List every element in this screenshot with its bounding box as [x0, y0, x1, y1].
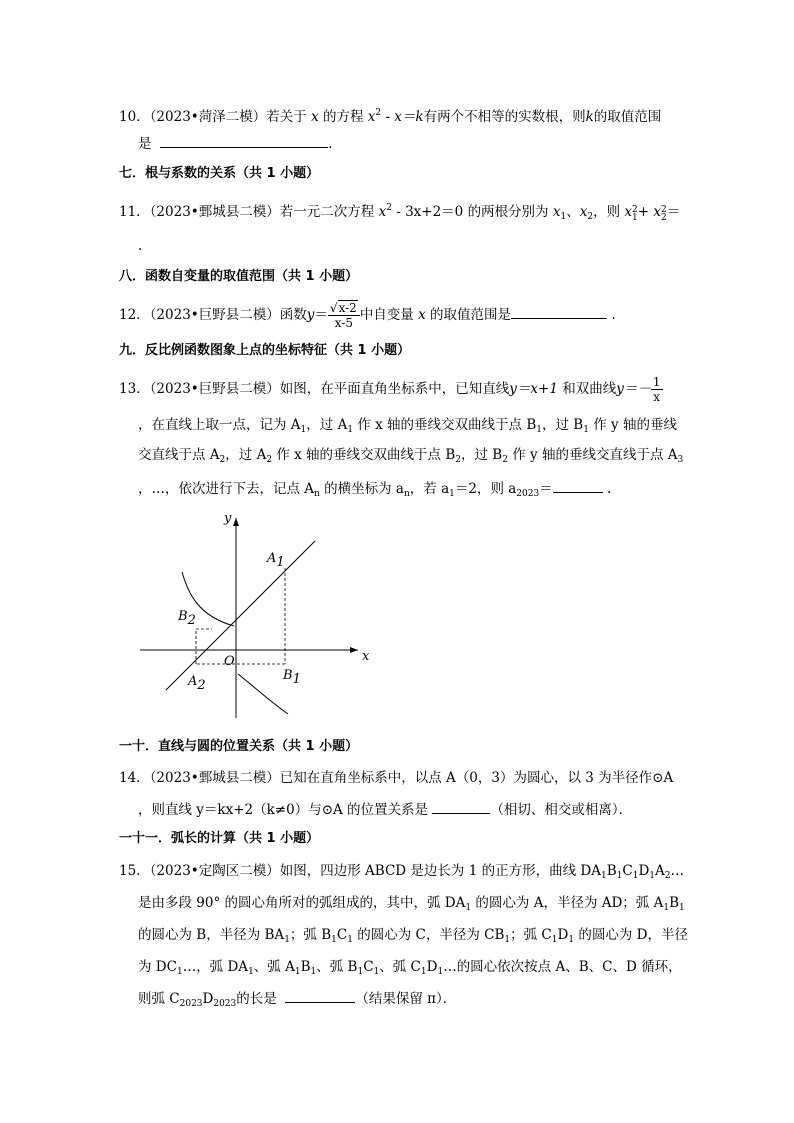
coordinate-figure — [130, 508, 380, 728]
answer-blank[interactable] — [160, 134, 328, 148]
origin-label: O — [224, 654, 235, 669]
question-15-line-4: 为 $DC_1\dots$，弧 $DA_1$、弧 $A_1B_1$、弧 $B_1C_1$、弧 $C_1D_1\dots$的圆心依次按点 A、B、C、D 循环， — [138, 959, 682, 977]
question-13-line-3: 交直线于点 $A_2$，过 $A_2$ 作 x 轴的垂线交双曲线于点 $B_2$，过 $B_2$ 作 y 轴的垂线交直线于点 $A_3$ — [138, 447, 684, 465]
question-13-line-2: ，在直线上取一点，记为 $A_1$，过 $A_1$ 作 x 轴的垂线交双曲线于点 $B_1$，过 $B_1$ 作 y 轴的垂线 — [138, 417, 677, 435]
hyperbola-fraction: $\frac{1}{x}$ — [652, 375, 661, 404]
question-15-line-1: 15．（2023•定陶区二模）如图，四边形 ABCD 是边长为 1 的正方形，曲线 $DA_1B_1C_1D_1A_2\dots$ — [119, 863, 684, 881]
question-13-line-4: ，…，依次进行下去，记点 $A_n$ 的横坐标为 $a_n$，若 $a_1=2$，则 $a_{2023}=$ . — [138, 481, 612, 499]
question-15-line-5: 则弧 $C_{2023}D_{2023}$的长是 （结果保留 π）． — [138, 991, 457, 1009]
section-heading-9: 九．反比例函数图象上点的坐标特征（共 1 小题） — [119, 343, 411, 358]
answer-blank[interactable] — [432, 800, 490, 814]
label-b2: B2 — [178, 609, 196, 628]
question-10-line-1: 10．（2023•菏泽二模）若关于 x 的方程 $x^2 - x=k$有两个不相等的实数根，则k的取值范围 — [119, 108, 662, 125]
section-heading-10: 一十．直线与圆的位置关系（共 1 小题） — [119, 739, 359, 754]
y-axis-arrow — [233, 518, 239, 526]
question-15-line-2: 是由多段 90° 的圆心角所对的弧组成的，其中，弧 $DA_1$ 的圆心为 A，半径为 AD；弧 $A_1B_1$ — [138, 895, 685, 913]
question-15-line-3: 的圆心为 B，半径为 $BA_1$；弧 $B_1C_1$ 的圆心为 C，半径为 $CB_1$；弧 $C_1D_1$ 的圆心为 D，半径 — [138, 927, 688, 945]
answer-blank[interactable] — [553, 479, 603, 493]
hyperbola-branch-right — [238, 674, 288, 714]
label-a2: A2 — [188, 674, 206, 693]
function-fraction: $\frac{√x-2}{x-5}$ — [328, 301, 360, 330]
question-12-line-1: 12．（2023•巨野县二模）函数y＝ $\frac{√x-2}{x-5}$ 中自变量 x 的取值范围是 . — [119, 301, 616, 330]
question-11-line-1: 11．（2023•鄄城县二模）若一元二次方程 $x^2 - 3x+2=0$ 的两根分别为 $x_1$、$x_2$，则 x 2 1 + x 2 2 ＝ — [119, 203, 681, 223]
question-11-line-2: . — [138, 238, 143, 254]
x-axis-label: x — [362, 649, 370, 664]
x-axis-arrow — [350, 647, 358, 653]
y-axis-label: y — [224, 511, 232, 526]
question-14-line-2: ，则直线 y＝kx+2（k≠0）与⊙A 的位置关系是 （相切、相交或相离）． — [138, 802, 633, 818]
question-10-line-2: 是 . — [138, 136, 333, 152]
answer-blank[interactable] — [285, 989, 355, 1003]
label-a1: A1 — [267, 551, 285, 570]
section-heading-7: 七．根与系数的关系（共 1 小题） — [119, 166, 320, 181]
question-14-line-1: 14．（2023•鄄城县二模）已知在直角坐标系中，以点 A（0，3）为圆心，以 3 为半径作⊙A — [119, 770, 674, 786]
answer-blank[interactable] — [511, 305, 607, 319]
section-heading-8: 八．函数自变量的取值范围（共 1 小题） — [119, 269, 359, 284]
section-heading-11: 一十一．弧长的计算（共 1 小题） — [119, 831, 320, 846]
question-13-line-1: 13．（2023•巨野县二模）如图，在平面直角坐标系中，已知直线y＝x+1 和双曲线y＝－ $\frac{1}{x}$ — [119, 375, 661, 404]
label-b1: B1 — [283, 668, 301, 687]
